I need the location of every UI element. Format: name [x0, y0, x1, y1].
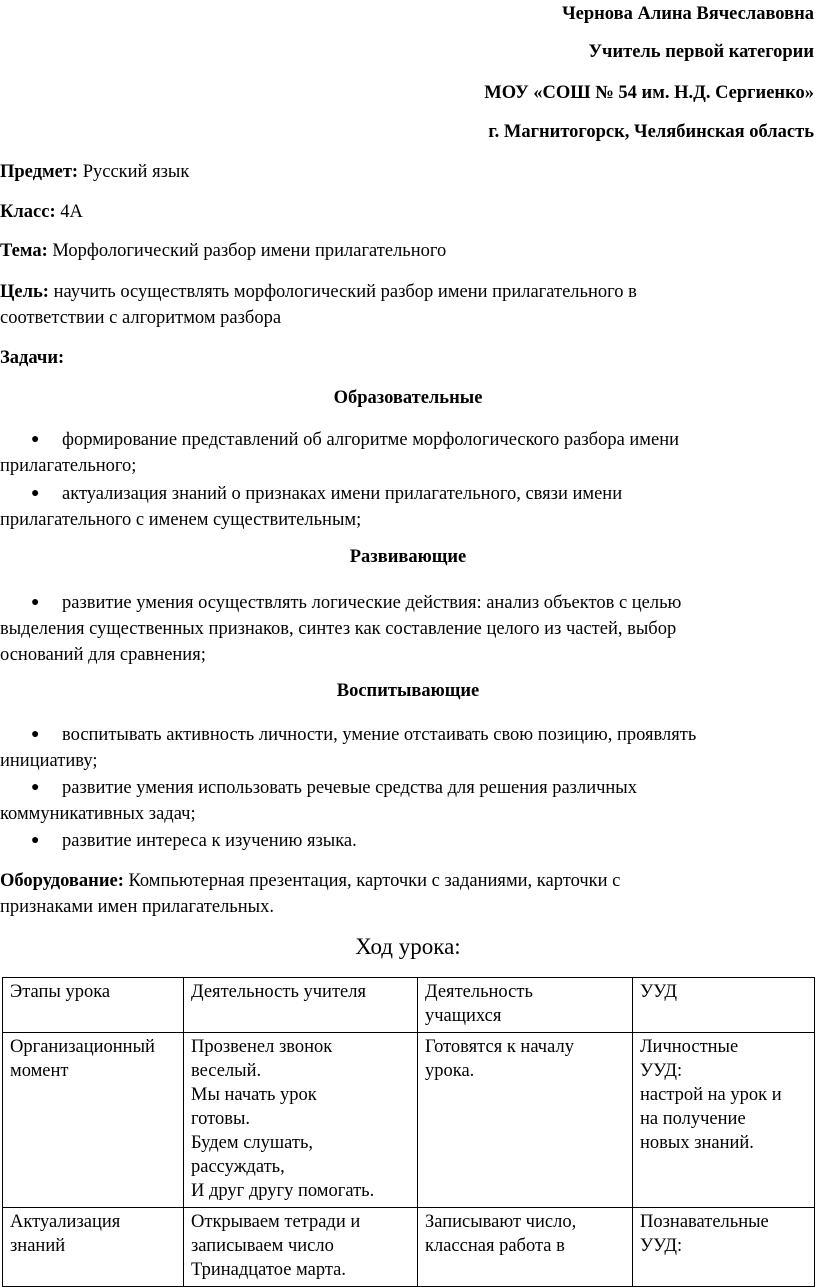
city-name: г. Магнитогорск, Челябинская область	[488, 122, 814, 142]
goal-value-2: соответствии с алгоритмом разбора	[0, 308, 282, 328]
table-header-cell: Этапы урока	[3, 978, 184, 1033]
goal-label: Цель:	[0, 282, 49, 302]
topic-value: Морфологический разбор имени прилагательного	[47, 241, 447, 261]
table-cell: Актуализация знаний	[3, 1208, 184, 1287]
author-name: Чернова Алина Вячеславовна	[562, 4, 814, 24]
goal-line	[0, 282, 637, 303]
table-cell: Открываем тетради и записываем число Тринадцатое марта.	[184, 1208, 418, 1287]
table-header-cell: Деятельность учителя	[184, 978, 418, 1033]
lesson-table	[2, 977, 815, 1287]
table-cell: Организационный момент	[3, 1033, 184, 1208]
list-item: ● развитие умения осуществлять логические действия: анализ объектов с целью выделения существенных признаков, синтез как составление целого из частей, выбор оснований для сравнения;	[0, 590, 816, 668]
equipment-value-2: признаками имен прилагательных.	[0, 897, 274, 917]
tasks-label: Задачи:	[0, 348, 65, 368]
class-label: Класс:	[0, 202, 56, 222]
subject-value: Русский язык	[78, 162, 190, 182]
table-cell: Готовятся к началу урока.	[418, 1033, 633, 1208]
table-header-cell: Деятельность учащихся	[418, 978, 633, 1033]
school-name: МОУ «СОШ № 54 им. Н.Д. Сергиенко»	[484, 83, 814, 103]
topic-line	[0, 241, 446, 262]
subject-label: Предмет:	[0, 162, 79, 182]
class-value: 4А	[55, 202, 83, 222]
table-cell: Познавательные УУД:	[633, 1208, 815, 1287]
bullet-icon: ●	[31, 727, 40, 742]
list-item: ● воспитывать активность личности, умение отстаивать свою позицию, проявлять инициативу;	[0, 722, 816, 774]
list-item: ● актуализация знаний о признаках имени прилагательного, связи имени прилагательного с именем существительным;	[0, 481, 816, 533]
list-item: ● развитие интереса к изучению языка.	[0, 828, 816, 854]
bullet-icon: ●	[31, 486, 40, 501]
bullet-icon: ●	[31, 833, 40, 848]
subject-line	[0, 162, 189, 183]
bullet-icon: ●	[31, 432, 40, 447]
table-header-cell: УУД	[633, 978, 815, 1033]
table-cell: Личностные УУД: настрой на урок и на получение новых знаний.	[633, 1033, 815, 1208]
class-line	[0, 202, 83, 223]
author-position: Учитель первой категории	[588, 42, 814, 62]
equipment-label: Оборудование:	[0, 871, 124, 891]
table-cell: Записывают число, классная работа в	[418, 1208, 633, 1287]
equipment-value-1: Компьютерная презентация, карточки с заданиями, карточки с	[123, 871, 621, 891]
table-row	[3, 1033, 815, 1208]
bullet-icon: ●	[31, 780, 40, 795]
list-item: ● развитие умения использовать речевые средства для решения различных коммуникативных задач;	[0, 775, 816, 827]
topic-label: Тема:	[0, 241, 48, 261]
list-item: ● формирование представлений об алгоритме морфологического разбора имени прилагательного;	[0, 427, 816, 479]
table-header-row	[3, 978, 815, 1033]
section-developing-title: Развивающие	[349, 547, 467, 567]
table-cell: Прозвенел звонок веселый. Мы начать урок готовы. Будем слушать, рассуждать, И друг другу помогать.	[184, 1033, 418, 1208]
lesson-title: Ход урока:	[355, 934, 461, 959]
bullet-icon: ●	[31, 595, 40, 610]
goal-value-1: научить осуществлять морфологический разбор имени прилагательного в	[48, 282, 637, 302]
section-upbringing-title: Воспитывающие	[336, 681, 480, 701]
section-educational-title: Образовательные	[333, 388, 483, 408]
equipment-line	[0, 871, 620, 892]
table-row	[3, 1208, 815, 1287]
